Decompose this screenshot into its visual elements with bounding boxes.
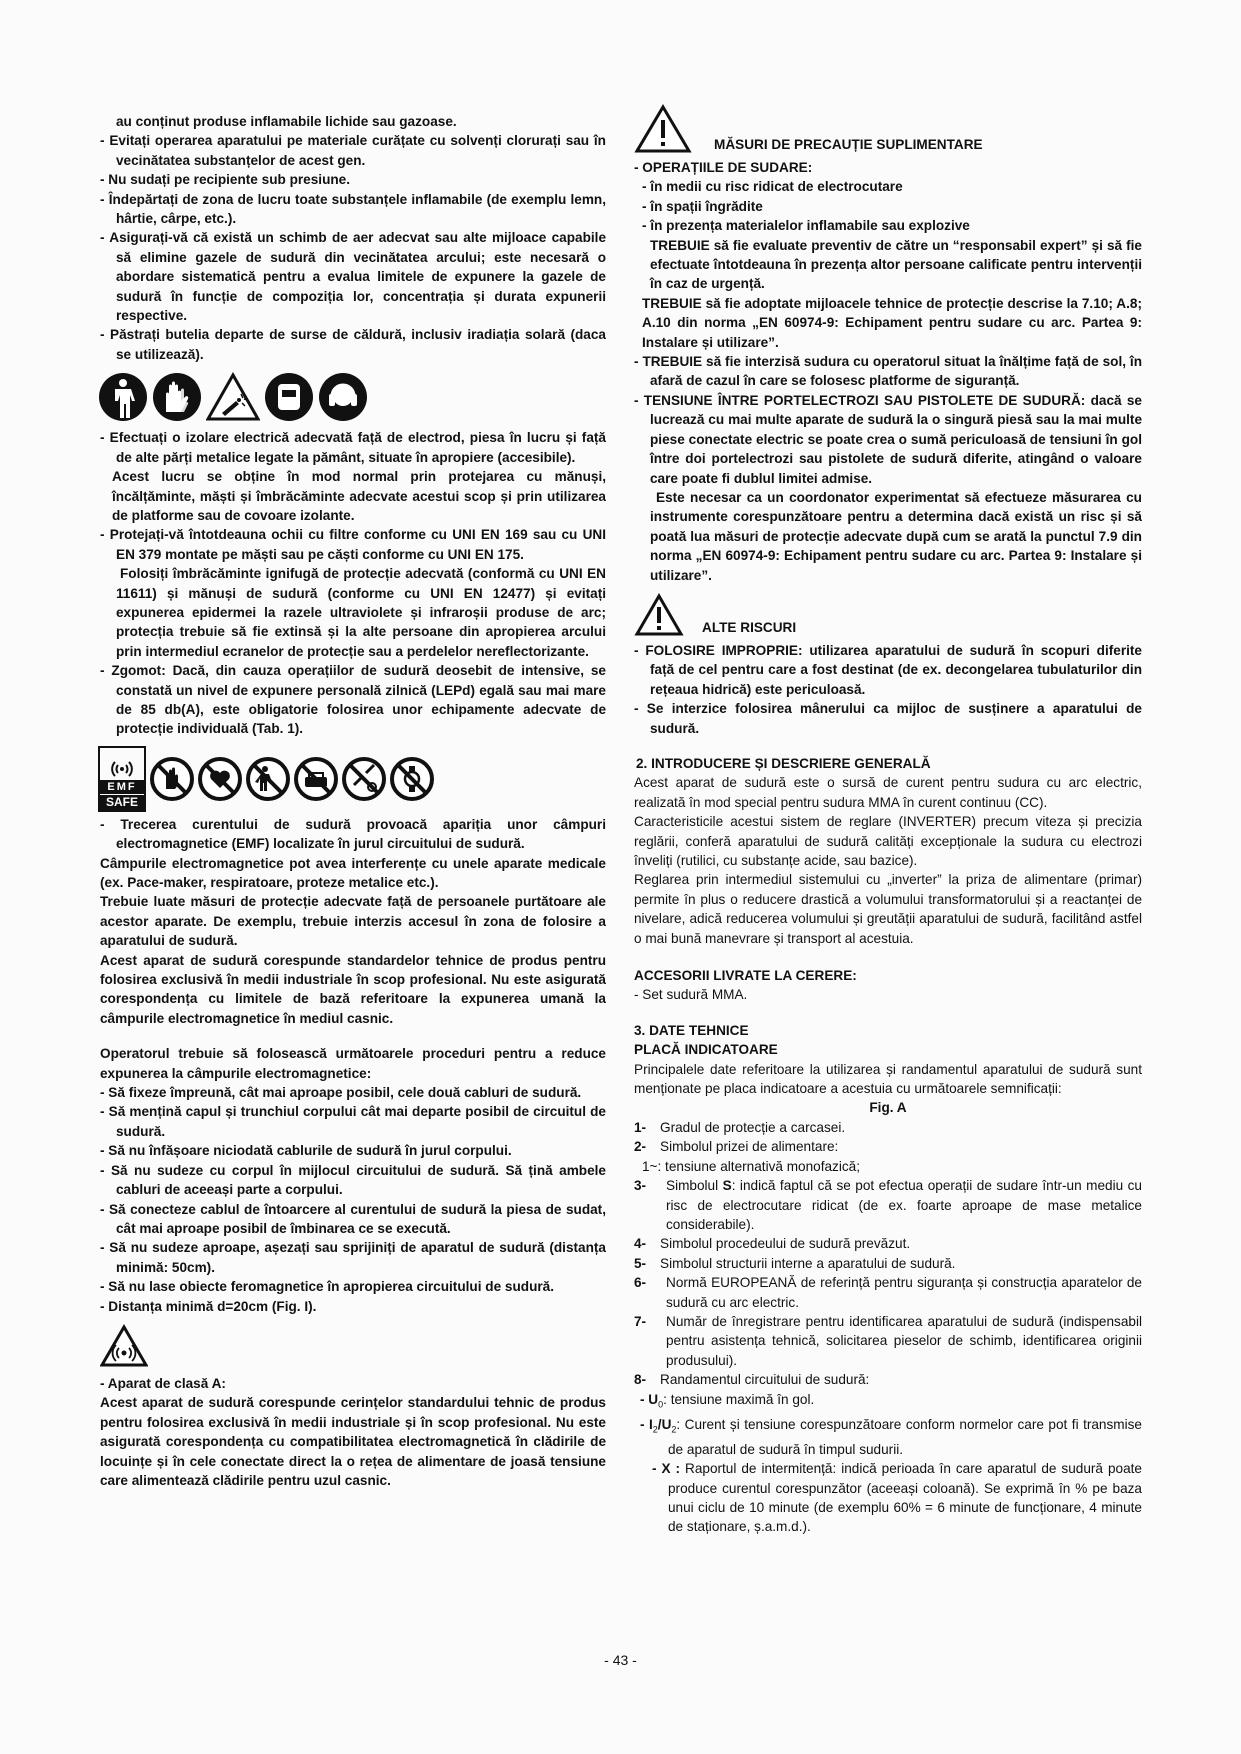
safe-label: SAFE (100, 794, 144, 810)
protective-suit-icon (98, 372, 148, 422)
bullet-item: - FOLOSIRE IMPROPRIE: utilizarea aparatului de sudură în scopuri diferite față de cel pentru care a fost destinat (de ex. decongelarea tubulaturilor din rețeaua hidrică) este periculoasă. (634, 642, 1142, 697)
bullet-item: - OPERAȚIILE DE SUDARE: (634, 160, 813, 175)
bullet-item: - Să nu înfășoare niciodată cablurile de sudură în jurul corpului. (100, 1143, 512, 1159)
emf-label: EMF (100, 780, 144, 794)
bullet-item: - Evitați operarea aparatului pe materiale curățate cu solvenți clorurați sau în vecinătatea substanțelor de acest gen. (100, 133, 606, 168)
no-hand-touch-icon (150, 757, 194, 801)
bullet-item: - Să nu sudeze aproape, așezați sau sprijiniți de aparatul de sudură (distanța minimă: 50cm). (100, 1240, 606, 1275)
bullet-item: - Să mențină capul și trunchiul corpului cât mai departe posibil de circuitul de sudură. (100, 1104, 606, 1139)
bullet-item: - Protejați-vă întotdeauna ochii cu filtre conforme cu UNI EN 169 sau cu UNI EN 379 montate pe măști sau pe căști conforme cu UNI EN 175. (100, 527, 606, 562)
section-heading-precautions (634, 104, 1142, 154)
section-title: ACCESORII LIVRATE LA CERERE: (634, 968, 857, 984)
emf-icons-row (98, 747, 606, 811)
welding-hazard-warning-icon (206, 372, 260, 422)
no-metal-objects-icon (294, 757, 338, 801)
list-item: 6- Normă EUROPEANĂ de referință pentru siguranța și construcția aparatelor de sudură cu arc electric. (634, 1275, 1142, 1310)
bullet-item: - Trecerea curentului de sudură provoacă apariția unor câmpuri electromagnetice (EMF) localizate în jurul circuitului de sudură. (100, 816, 606, 852)
no-magnetic-tools-icon (342, 757, 386, 801)
paragraph: Acest aparat de sudură este o sursă de curent pentru sudura cu arc electric, realizată în mod special pentru sudura MMA în curent continuu (CC). (634, 775, 1142, 810)
paragraph: Acest aparat de sudură corespunde standardelor tehnice de produs pentru folosirea exclusivă în medii industriale în scop profesional. Nu este asigurată corespondența cu limitele de bază referitoare la expunerea umană la câmpurile electromagnetice în mediul casnic. (100, 952, 606, 1026)
paragraph: Trebuie luate măsuri de protecție adecvate față de persoanele purtătoare ale acestor aparate. De exemplu, trebuie interzis accesul în zona de folosire a aparatului de sudură. (100, 894, 606, 949)
bullet-item: - în prezența materialelor inflamabile sau explozive (642, 218, 970, 234)
bullet-item: - în spații îngrădite (642, 198, 763, 214)
paragraph: TREBUIE să fie evaluate preventiv de către un “responsabil expert” și să fie efectuate întotdeauna în prezența altor persoane calificate pentru intervenții în caz de urgență. (650, 237, 1142, 292)
bullet-item: - Asigurați-vă că există un schimb de aer adecvat sau alte mijloace capabile să elimine gazele de sudură din vecinătatea arcului; este necesară o abordare sistematică pentru a evalua limitele de expunere la gazele de sudură în funcție de compoziția lor, concentrația și durata expunerii respective. (100, 230, 606, 324)
ear-protection-icon (318, 372, 368, 422)
gloves-icon (152, 372, 202, 422)
list-item: 7- Număr de înregistrare pentru identificarea aparatului de sudură (indispensabil pentru asistența tehnică, solicitarea pieselor de schimb, identificarea originii produsului). (634, 1313, 1142, 1368)
list-subitem: - X : Raportul de intermitență: indică perioada în care aparatul de sudură poate produce curentul corespunzător (aceeași coloană). Se exprimă în % pe baza unui ciclu de 10 minute (de exemplu 60% = 6 minute de funcționare, 4 minute de staționare, ș.a.m.d.). (652, 1461, 1142, 1535)
emf-safe-logo (98, 746, 146, 812)
bullet-item: - Să nu sudeze cu corpul în mijlocul circuitului de sudură. Să țină ambele cabluri de aceeași parte a corpului. (100, 1162, 606, 1198)
paragraph: Reglarea prin intermediul sistemului cu „inverter” la priza de alimentare (primar) permite în plus o reducere drastică a volumului transformatorului și a reactanței de nivelare, adică reducerea volumului și greutății aparatului de sudură, facilitând astfel o mai bună manevrare și transport al acestuia. (634, 872, 1142, 946)
wireless-wave-icon (107, 758, 137, 780)
right-column (634, 100, 1142, 1537)
list-item: 4- Simbolul procedeului de sudură prevăzut. (634, 1236, 911, 1252)
bullet-item: - Să fixeze împreună, cât mai aproape posibil, cele două cabluri de sudură. (100, 1085, 582, 1101)
left-column (100, 112, 606, 1490)
section-heading-other-risks (634, 593, 1142, 637)
warning-triangle-icon (634, 593, 684, 637)
list-item: 1- Gradul de protecție a carcasei. (634, 1119, 846, 1135)
list-subitem: 1~: tensiune alternativă monofazică; (642, 1158, 861, 1174)
figure-label: Fig. A (869, 1100, 907, 1116)
no-watch-icon (390, 757, 434, 801)
bullet-item: - Păstrați butelia departe de surse de căldură, inclusiv iradiația solară (daca se utilizează). (100, 327, 606, 362)
page-number: - 43 - (604, 1652, 637, 1668)
bullet-item: - Îndepărtați de zona de lucru toate substanțele inflamabile (de exemplu lemn, hârtie, cârpe, etc.). (100, 191, 606, 227)
warning-triangle-icon (634, 104, 692, 154)
heading-text: MĂSURI DE PRECAUȚIE SUPLIMENTARE (714, 136, 983, 152)
list-item: 5- Simbolul structurii interne a aparatului de sudură. (634, 1255, 956, 1271)
paragraph: Câmpurile electromagnetice pot avea interferențe cu unele aparate medicale (ex. Pace-maker, respiratoare, proteze metalice etc.). (100, 855, 606, 890)
paragraph: Acest lucru se obține în mod normal prin protejarea cu mănuși, încălțăminte, măști și îmbrăcăminte adecvate acestui scop și prin utilizarea de platforme sau de covoare izolante. (112, 469, 606, 523)
bullet-item: - Aparat de clasă A: (100, 1375, 226, 1391)
paragraph: Folosiți îmbrăcăminte ignifugă de protecție adecvată (conformă cu UNI EN 11611) și mănuși de sudură (conforme cu UNI EN 12477) și evitați expunerea epidermei la razele ultraviolete și infraroșii produse de arc; protecția trebuie să fie extinsă și la alte persoane din apropierea arcului prin intermediul ecranelor de protecție sau a perdelelor nereflectorizante. (116, 566, 606, 659)
bullet-item: - Să conecteze cablul de întoarcere al curentului de sudură la piesa de sudat, cât mai aproape posibil de îmbinarea ce se execută. (100, 1201, 606, 1236)
bullet-item: - Se interzice folosirea mânerului ca mijloc de susținere a aparatului de sudură. (634, 701, 1142, 736)
ppe-icons-row (98, 370, 606, 424)
emf-radiation-warning-icon (100, 1324, 148, 1368)
bullet-item: - TREBUIE să fie interzisă sudura cu operatorul situat la înălțime față de sol, în afară de cazul în care se folosesc platforme de siguranță. (634, 354, 1142, 389)
section-subtitle: PLACĂ INDICATOARE (634, 1042, 778, 1058)
no-metal-implant-icon (246, 757, 290, 801)
bullet-item: - în medii cu risc ridicat de electrocutare (642, 179, 903, 195)
section-title: 2. INTRODUCERE ȘI DESCRIERE GENERALĂ (636, 755, 931, 771)
list-item: 3- Simbolul S: indică faptul că se pot efectua operații de sudare într-un mediu cu risc de electrocutare ridicat (de ex. foarte aproape de mase metalice considerabile). (634, 1178, 1142, 1232)
list-item: - Set sudură MMA. (634, 987, 748, 1003)
list-item: 8- Randamentul circuitului de sudură: (634, 1372, 870, 1388)
welding-mask-icon (264, 372, 314, 422)
paragraph: Operatorul trebuie să folosească următoarele proceduri pentru a reduce expunerea la câmpurile electromagnetice: (100, 1046, 606, 1081)
section-title: 3. DATE TEHNICE (634, 1022, 749, 1038)
paragraph: Acest aparat de sudură corespunde cerințelor standardului tehnic de produs pentru folosirea exclusivă în medii industriale și în scop profesional. Nu este asigurată corespondența cu compatibilitatea electromagnetică în clădirile de locuințe și în cele conectate direct la o rețea de alimentare de joasă tensiune care alimentează clădirile pentru uzul casnic. (100, 1395, 606, 1488)
paragraph: au conținut produse inflamabile lichide sau gazoase. (116, 114, 457, 129)
paragraph: Este necesar ca un coordonator experimentat să efectueze măsurarea cu instrumente corespunzătoare pentru a determina dacă există un risc și să poată lua măsuri de protecție adecvate după cum se arată la punctul 7.9 din norma „EN 60974-9: Echipament pentru sudare cu arc. Partea 9: Instalare și utilizare”. (650, 489, 1142, 583)
list-subitem: - $I_2/U_2$: Curent și tensiune corespunzătoare conform normelor care pot fi transmise de aparatul de sudură în timpul sudurii. (640, 1416, 1142, 1457)
list-subitem: - $U_0$: tensiune maximă în gol. (640, 1391, 815, 1410)
bullet-item: - Nu sudați pe recipiente sub presiune. (100, 172, 351, 188)
bullet-item: - Zgomot: Dacă, din cauza operațiilor de sudură deosebit de intensive, se constată un nivel de expunere personală zilnică (LEPd) egală sau mai mare de 85 db(A), este obligatorie folosirea unor echipamente adecvate de protecție individuală (Tab. 1). (100, 663, 606, 737)
bullet-item: - Efectuați o izolare electrică adecvată față de electrod, piesa în lucru și față de alte părți metalice legate la pământ, situate în apropiere (accesibile). (100, 430, 606, 465)
bullet-item: - Distanța minimă d=20cm (Fig. I). (100, 1298, 317, 1314)
heading-text: ALTE RISCURI (702, 619, 797, 635)
bullet-item: - Să nu lase obiecte feromagnetice în apropierea circuitului de sudură. (100, 1279, 555, 1295)
bullet-item: - TENSIUNE ÎNTRE PORTELECTROZI SAU PISTOLETE DE SUDURĂ: dacă se lucrează cu mai multe aparate de sudură la o singură piesă sau la mai multe piese conectate electric se poate crea o sumă periculoasă de tensiuni în gol între doi portelectrozi sau pistolete de sudură diferite, atingând o valoare care poate fi dublul limitei admise. (634, 392, 1142, 486)
paragraph: Caracteristicile acestui sistem de reglare (INVERTER) precum viteza și precizia reglării, conferă aparatului de sudură calități excepționale la sudura cu electrozi înveliți (rutilici, cu substanțe acide, sau bazice). (634, 814, 1142, 868)
no-pacemaker-icon (198, 757, 242, 801)
paragraph: TREBUIE să fie adoptate mijloacele tehnice de protecție descrise la 7.10; A.8; A.10 din norma „EN 60974-9: Echipament pentru sudare cu arc. Partea 9: Instalare și utilizare”. (642, 295, 1142, 350)
paragraph: Principalele date referitoare la utilizarea și randamentul aparatului de sudură sunt menționate pe placa indicatoare a acestuia cu următoarele semnificații: (634, 1061, 1142, 1097)
list-item: 2- Simbolul prizei de alimentare: (634, 1139, 839, 1155)
